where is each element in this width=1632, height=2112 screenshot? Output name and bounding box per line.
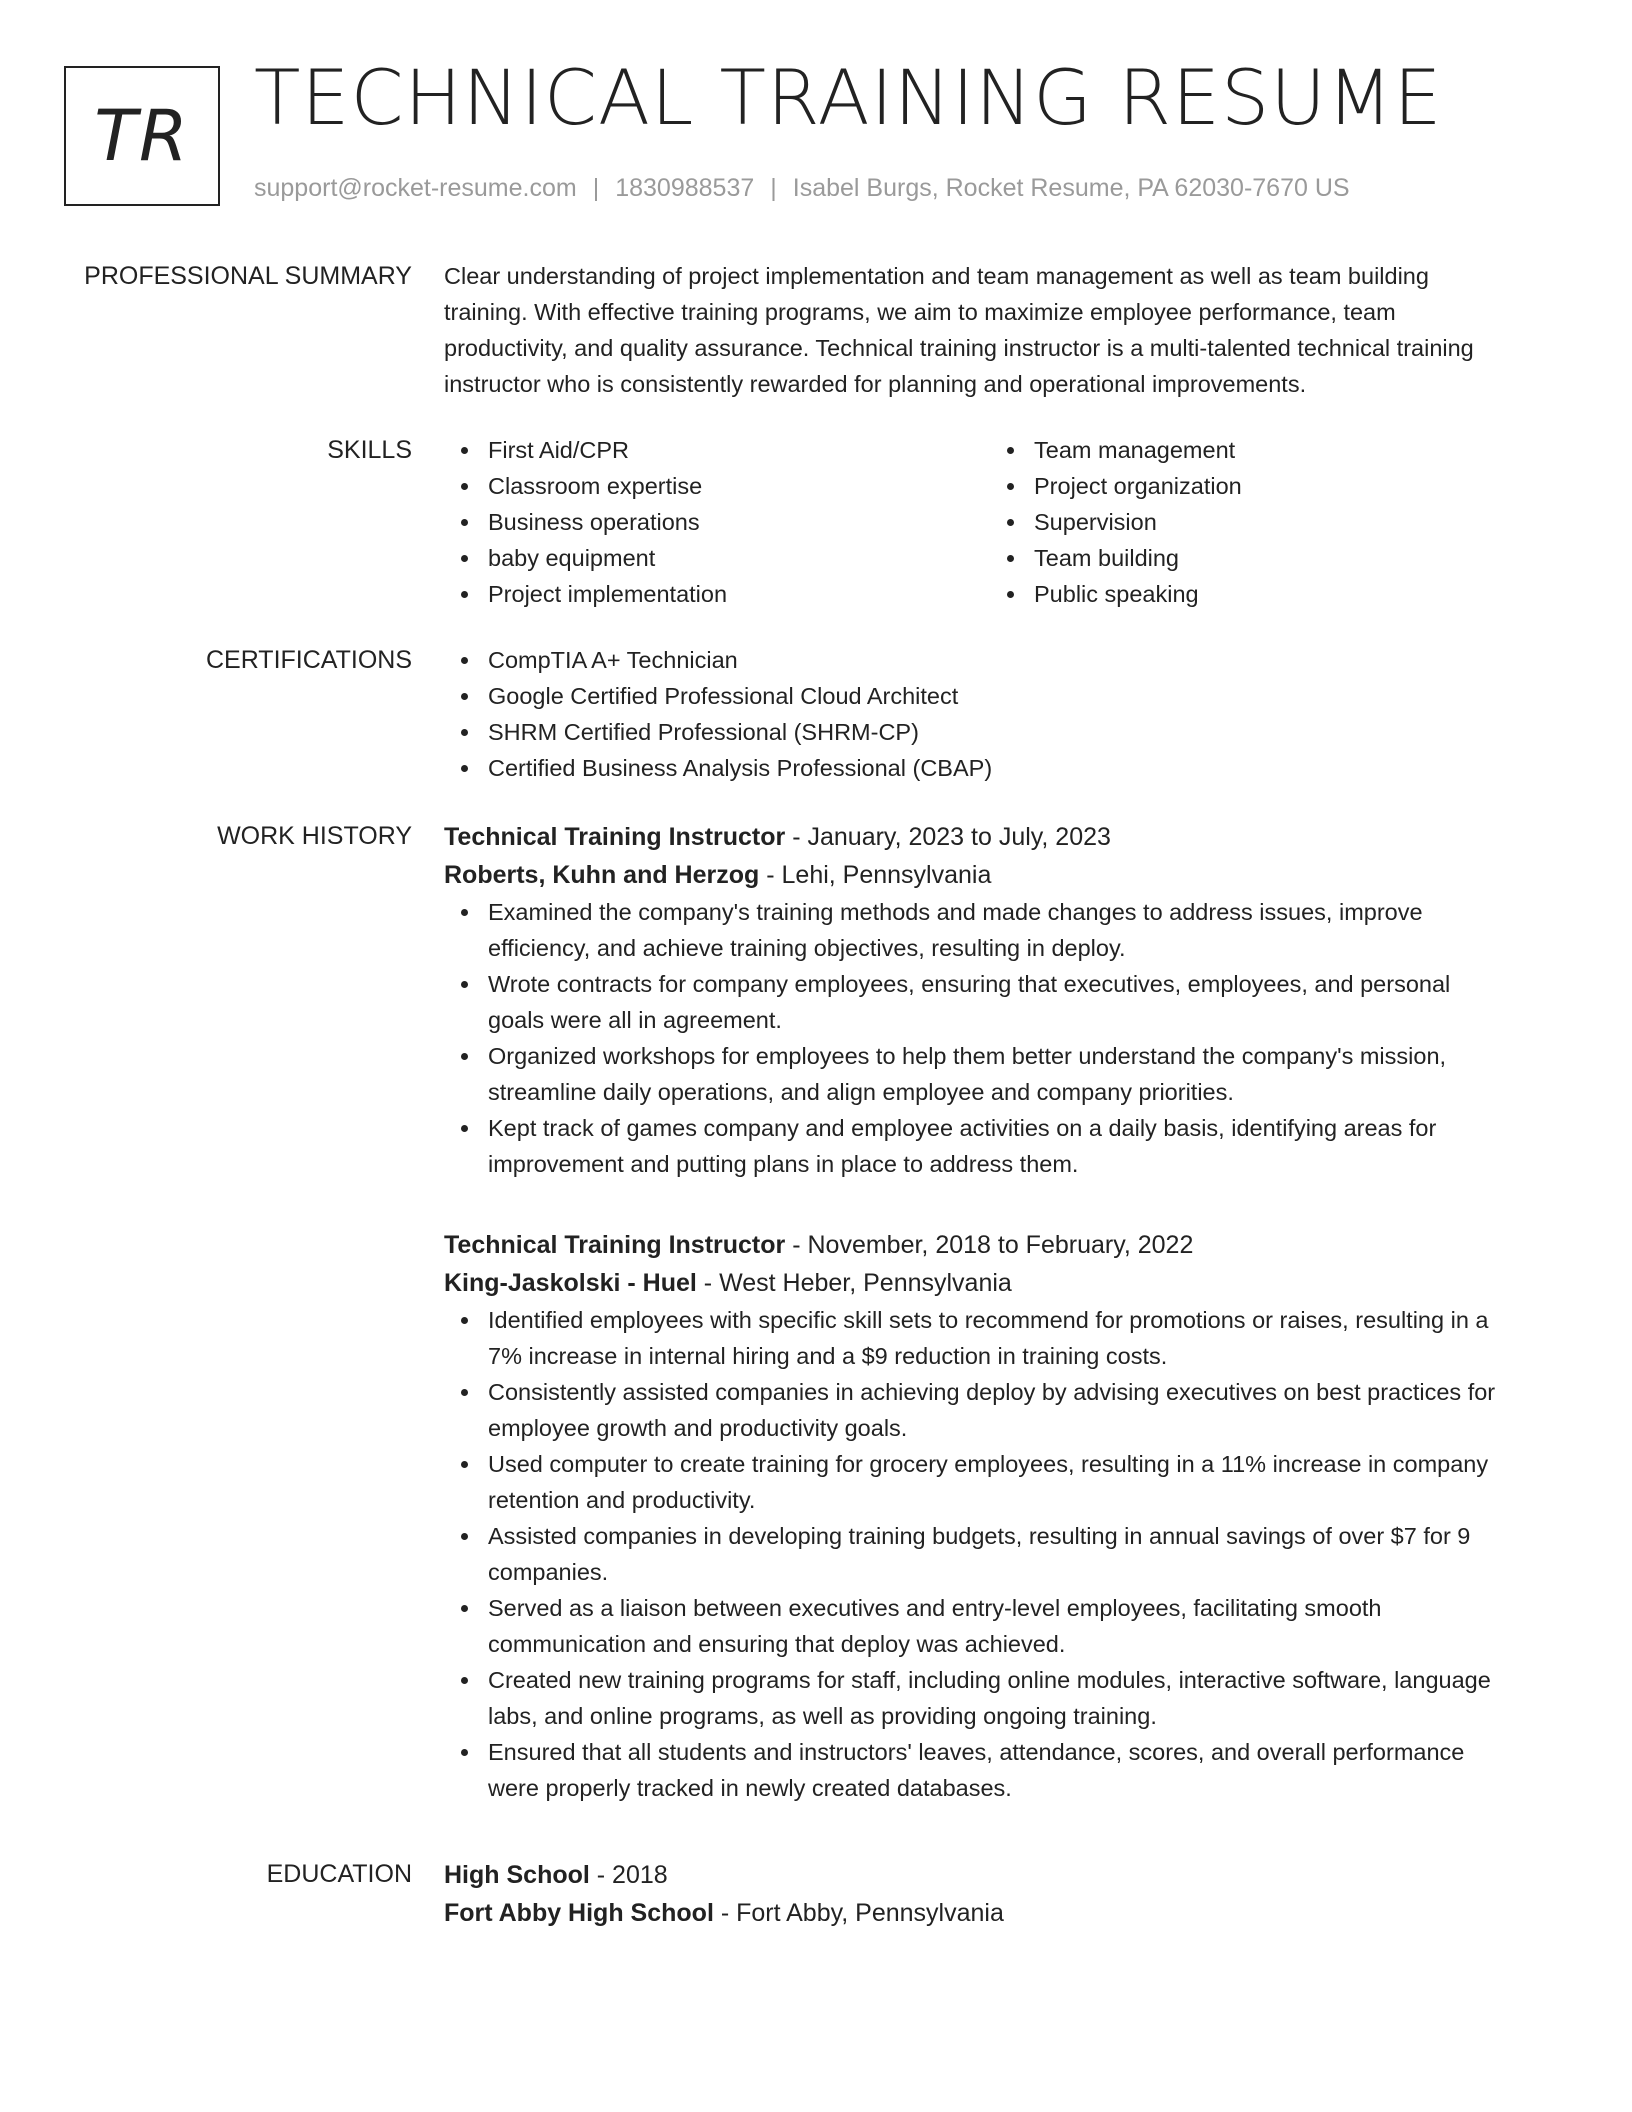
summary-line: instructor who is consistently rewarded for planning and operational improvements. — [444, 371, 1307, 397]
bullet-line: goals were all in agreement. — [488, 1007, 782, 1033]
skill-item: Project implementation — [444, 576, 990, 612]
job-bullets — [444, 894, 1564, 1182]
bullet-line: Assisted companies in developing training budgets, resulting in annual savings of over $7 for 9 — [488, 1523, 1471, 1549]
job-title-line — [444, 1226, 1564, 1264]
bullet-line: companies. — [488, 1559, 609, 1585]
skill-item: Public speaking — [990, 576, 1536, 612]
summary-text — [444, 258, 1564, 402]
summary-line: Clear understanding of project implementation and team management as well as team building — [444, 263, 1429, 289]
job-location: - West Heber, Pennsylvania — [696, 1269, 1012, 1297]
education-degree-line — [444, 1856, 1564, 1894]
bullet-line: Examined the company's training methods and made changes to address issues, improve — [488, 899, 1423, 925]
job-bullet — [444, 1590, 1564, 1662]
section-label-education: EDUCATION — [266, 1860, 412, 1888]
contact-separator: | — [592, 174, 600, 202]
skill-item: Classroom expertise — [444, 468, 990, 504]
skills-grid — [444, 432, 1564, 612]
job-title: Technical Training Instructor — [444, 1231, 786, 1259]
bullet-line: communication and ensuring that deploy was achieved. — [488, 1631, 1066, 1657]
skill-item: Project organization — [990, 468, 1536, 504]
certifications-body — [444, 642, 1564, 786]
bullet-line: efficiency, and achieve training objectives, resulting in deploy. — [488, 935, 1126, 961]
job-entry — [444, 1226, 1564, 1806]
section-label-skills: SKILLS — [327, 436, 412, 464]
job-company-line — [444, 856, 1564, 894]
education-school-line — [444, 1894, 1564, 1932]
job-title: Technical Training Instructor — [444, 823, 786, 851]
bullet-line: employee growth and productivity goals. — [488, 1415, 908, 1441]
education-year: - 2018 — [589, 1861, 668, 1889]
skill-item: Team management — [990, 432, 1536, 468]
job-bullet — [444, 894, 1564, 966]
resume-title: TECHNICAL TRAINING RESUME — [254, 53, 1443, 142]
bullet-line: Consistently assisted companies in achieving deploy by advising executives on best practices for — [488, 1379, 1496, 1405]
job-bullet — [444, 1374, 1564, 1446]
job-location: - Lehi, Pennsylvania — [759, 861, 992, 889]
contact-line — [254, 174, 1350, 203]
job-title-line — [444, 818, 1564, 856]
skill-item: baby equipment — [444, 540, 990, 576]
job-bullet — [444, 1110, 1564, 1182]
contact-phone[interactable]: 1830988537 — [615, 174, 755, 202]
certifications-list — [444, 642, 1564, 786]
bullet-line: Wrote contracts for company employees, ensuring that executives, employees, and personal — [488, 971, 1451, 997]
job-dates: - November, 2018 to February, 2022 — [785, 1231, 1194, 1259]
job-bullets — [444, 1302, 1564, 1806]
job-bullet — [444, 1038, 1564, 1110]
job-bullet — [444, 1662, 1564, 1734]
section-label-certifications: CERTIFICATIONS — [205, 646, 412, 674]
certification-item: Certified Business Analysis Professional (CBAP) — [444, 750, 1564, 786]
bullet-line: Identified employees with specific skill sets to recommend for promotions or raises, resulting in a — [488, 1307, 1489, 1333]
education-location: - Fort Abby, Pennsylvania — [713, 1899, 1004, 1927]
skill-item: Supervision — [990, 504, 1536, 540]
certification-item: SHRM Certified Professional (SHRM-CP) — [444, 714, 1564, 750]
bullet-line: Organized workshops for employees to help them better understand the company's mission, — [488, 1043, 1447, 1069]
skills-list-right — [990, 432, 1536, 612]
section-label-work-history: WORK HISTORY — [217, 822, 412, 850]
bullet-line: Served as a liaison between executives and entry-level employees, facilitating smooth — [488, 1595, 1382, 1621]
job-dates: - January, 2023 to July, 2023 — [785, 823, 1111, 851]
job-bullet — [444, 1518, 1564, 1590]
job-entry — [444, 818, 1564, 1182]
monogram-initials: TR — [94, 95, 190, 177]
work-history-body — [444, 818, 1564, 1806]
certification-item: Google Certified Professional Cloud Architect — [444, 678, 1564, 714]
education-school: Fort Abby High School — [444, 1899, 714, 1927]
certification-item: CompTIA A+ Technician — [444, 642, 1564, 678]
bullet-line: retention and productivity. — [488, 1487, 756, 1513]
job-company: Roberts, Kuhn and Herzog — [444, 861, 760, 889]
contact-separator: | — [770, 174, 777, 202]
bullet-line: Ensured that all students and instructors' leaves, attendance, scores, and overall performance — [488, 1739, 1465, 1765]
job-bullet — [444, 1302, 1564, 1374]
bullet-line: improvement and putting plans in place to address them. — [488, 1151, 1079, 1177]
skills-list-left — [444, 432, 990, 612]
skill-item: Team building — [990, 540, 1536, 576]
summary-line: productivity, and quality assurance. Technical training instructor is a multi-talented technical training — [444, 335, 1474, 361]
summary-line: training. With effective training programs, we aim to maximize employee performance, team — [444, 299, 1396, 325]
skill-item: Business operations — [444, 504, 990, 540]
bullet-line: streamline daily operations, and align employee and company priorities. — [488, 1079, 1234, 1105]
bullet-line: Created new training programs for staff, including online modules, interactive software, language — [488, 1667, 1491, 1693]
monogram-box — [64, 66, 220, 206]
bullet-line: 7% increase in internal hiring and a $9 reduction in training costs. — [488, 1343, 1168, 1369]
bullet-line: Used computer to create training for grocery employees, resulting in a 11% increase in company — [488, 1451, 1489, 1477]
education-body — [444, 1856, 1564, 1932]
job-bullet — [444, 1734, 1564, 1806]
job-bullet — [444, 966, 1564, 1038]
bullet-line: labs, and online programs, as well as providing ongoing training. — [488, 1703, 1157, 1729]
contact-address: Isabel Burgs, Rocket Resume, PA 62030-7670 US — [792, 174, 1350, 202]
section-label-summary: PROFESSIONAL SUMMARY — [84, 262, 412, 290]
job-company-line — [444, 1264, 1564, 1302]
contact-email[interactable]: support@rocket-resume.com — [254, 174, 577, 202]
education-degree: High School — [444, 1861, 590, 1889]
bullet-line: Kept track of games company and employee activities on a daily basis, identifying areas for — [488, 1115, 1437, 1141]
job-bullet — [444, 1446, 1564, 1518]
bullet-line: were properly tracked in newly created databases. — [488, 1775, 1012, 1801]
skill-item: First Aid/CPR — [444, 432, 990, 468]
job-company: King-Jaskolski - Huel — [444, 1269, 697, 1297]
